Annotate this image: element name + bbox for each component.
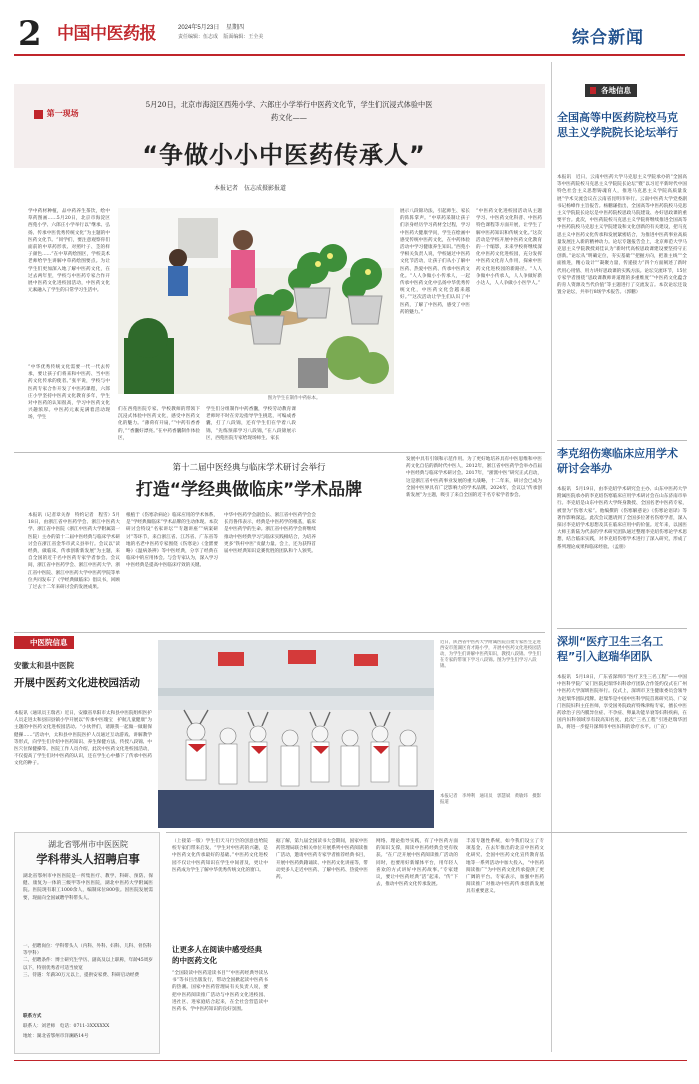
school-photo-caption-block [440,640,545,830]
sidebar-2-headline: 李克绍伤寒临床应用学术研讨会举办 [557,447,678,475]
middle-col-4: 发展中具有引领和示范作用。为了更好地培养具有中医思维和中医药文化自信的新时代中医人，2012年，浙江省中医药学会举办首届中医经典与临床学术研讨会。2017年，“浙派中医”研究正式启动，这是浙江省中医药事业发展的重大战略，十二年来，研讨会已成为全国中医界具有广泛影响力的学术品牌。2024年，会议以“传承创新发展”为主题，吸引了来自全国的近千名专家学者参会。 [406,457,542,499]
ad-address: 地址：湖北省鄂州市洋澜路14号 [23,1034,89,1039]
school-body: 本报讯（通讯员王瑞君）近日，安徽省阜阳市太和县中医院组织医护人员走进太和县旧县镇小学开展以“传承中医瑰宝 护航儿童健康”为主题的中医药文化进校园活动。“小伙伴们，请跟我一起做一做眼保健操……”活动中，太和县中医院医护人员通过互动游戏、讲解教学等形式，向学生们介绍中医药知识、养生保健方法，传授八段锦、中医穴位保健操等。医院工作人员介绍，此次中医药文化进校园活动，不仅提高了学生们对中医药的认识，还在学生心中播下了传承中医药文化的种子。 [14,711,152,767]
sidebar-1-body: 本报讯 近日，云南中医药大学马克思主义学院承办的“全国高等中医药院校马克思主义学院院长论坛”暨“以习近平新时代中国特色社会主义思想铸魂育人，推进马克思主义学院高质量发展”学术交流会议在云南省昆明市举行。云南中医药大学党委副书记杨峰作主旨报告。杨鹏谦指出，全国高等中医药院校马克思主义学院院长论坛是中医药院校思政马院建设、办好思政课的重要平台。此次，中医药院校马克思主义学院将继续推进全国高等中医药院校马克思主义学院建设和文化创新的有关建设，把马克思主义中医药文化传承和发展紧密结合，为推进中医药事业高质量发展注入新的精神动力。论坛专题报告会上，北京师范大学马克思主义学院教授刘佳认为“新时代高校思政课建设要坚持守正创新。”论坛从“明确定位，夯实基础”“把握方向，把准主线”“全面推进，精心设计”“凝聚力量，传递接力”四个方面阐述了新时代用心用情、用力讲好思政课的实践方法。论坛交流环节，15位专家学者围绕“思政课教师讲道理的多重维度”“中医药文化蕴含的育人资源及当代价值”等主题进行了交流发言。本次论坛还设置分论坛，共举行8场学术报告。（郭鹏） [557,175,687,296]
lead-photo-illustration [118,208,394,394]
school-top-rule [14,632,545,633]
sidebar-2-body: 本报讯 5月19日，由李克绍学术研究会主办、山东中医药大学附属医院承办的李克绍伤寒临床应用学术研讨会在山东济南市举行。李克绍是山东中医药大学终身教授、全国名老中医药专家，被誉为“伤寒大家”。他编撰的《伤寒解惑论》《伤寒论语译》等著作影响深远。此次会议邀请到了全国多位著名伤寒学者，深入探讨李克绍学术思想及其在临床应用中的价值。近年来，以国医大师王新陆为代表的学术研究团队通过整理李克绍伤寒论学术思想，结合临床实践，对李克绍伤寒学术进行了深入研究，形成了系列理论成果和临床经验。（孟朋） [557,487,687,550]
lead-headline: “争做小小中医药传承人” [142,141,426,169]
ad-headline: 学科带头人招聘启事 [36,852,140,866]
school-article [14,636,154,828]
school-photo-illustration [158,640,434,828]
ad-item-3: 三、待遇：年薪30万元以上，提供安家费、科研启动经费 [23,972,140,978]
editor-text: 责任编辑：伍志成 [178,34,219,40]
issue-date [178,24,244,33]
middle-col-1: 本报讯（记者章关春 特约记者 程雪）5月18日，由浙江省中医药学会、浙江中医药大学、浙江省中医院（浙江中医药大学附属第一医院）主办的第十二届中医经典与临床学术研讨会在浙江省金华市武义县举行。会议以“读经典，做临床，传承创新新发展”为主题，来自全国的近千名中医药专家学者参会。会议间，浙江省中医药学会、浙江中医药大学、浙江省中医院、浙江中医药大学中医药学院等单位共同发布了《学经典做临床》倡议书，回顾了过去十二年来研讨会的发展成果。 [28,513,120,591]
section-title: 综合新闻 [572,28,644,48]
recruitment-ad [14,832,160,1054]
school-subtitle: 安徽太和县中医院 [14,661,74,670]
sidebar-label: 各地信息 [585,84,637,97]
lead-col-6: “中医药文化进校园活动从主题学习、中医药文化科普、中医药特色课程等方面开展，让学生了解中医药知识和传统文化。”这次活动是学校开展中医药文化教育的一个缩影，未来学校将继续深化中医药文化进校园，充分发挥中医药文化育人作用，探索中医药文化进校园的新路径。“人人争做中小传承人，人人争做好新小达人，人人争做小小医学人。” [476,209,542,287]
ad-contact-label: 联系方式 [23,1014,42,1019]
ad-contact: 联系人：刘老师 电话：0711-3XXXXXX [23,1024,110,1029]
lead-col-5: 展示八段锦功法，引起师生、家长的阵阵掌声。“中草药采制让孩子们亲身经历学习药材全过程，学习中医药大健康学问，学生在绘画中感受传统中医药文化，在中药体验活动中学习健康养生知识。”西苑小学相关负责人说，学校通过中医药文化节活动，让孩子们从小了解中医药、热爱中医药、传承中医药文化。“人人争做小小传承人，一起传承中医药文化中弘扬中华优秀传统文化，中医药文化会越来越好。”“这次活动让学生们认识了中医药，了解了中医药，感受了中医药的魅力。” [400,209,470,315]
lead-col-2: “中华优秀传统文化需要一代一代去传承，要让孩子们将来和中医药、当中医药文化传承的使者。”张平说，学校与中医药专家合作开发了中医药课程，六郎庄小学坚持中医药文化教育多年，学生对中医药的认知很高，学习中医药文化兴趣浓厚。中医药元素充满着活动现场，学生 [28,365,110,421]
paper-logo: 中国中医药报 [57,24,156,44]
bottom-col-1b: “全国较读中医药适读书目”“中医药经典导读丛书”等书目出版发行，带动全国掀起读中医药书的热潮。国家中医药管理局有关负责人说，要把中医药阅读推广活动与中医药文化进校园、进社区、进家庭结合起来，在全社会营造读中医药书、学中医药知识的良好氛围。 [172,971,268,1013]
ad-hospital: 湖北省鄂州市中医医院 [48,840,128,849]
lead-deck: 5月20日，北京市海淀区西苑小学、六郎庄小学举行中医药文化节，学生们沉浸式体验中医药文化—— [145,100,433,122]
sidebar-3-body: 本报讯 5月18日，广东省深圳市“医疗卫生三名工程”——中国中医科学院广安门医院赵瑞华妇科诊疗团队合作签约仪式在广州中医药大学深圳医院举行。仪式上，深圳市卫生健康委员会领导为赵瑞华团队授牌。赵瑞华是中国中医科学院首席研究员、广安门医院妇科主任医师，享受国务院政府特殊津贴专家，擅长中医药诊治子宫内膜异位症、不孕症、卵巢功能早衰等妇科疾病，在国内妇科领域享有较高知名度。此次“三名工程”引进赵瑞华团队，将进一步提升深圳市中医妇科的诊疗水平。（广宣） [557,675,687,731]
ad-items [23,943,153,979]
school-headline: 开展中医药文化进校园活动 [14,677,140,689]
page-bottom-rule [14,1060,687,1061]
ad-item-1: 一、招聘岗位：学科带头人（内科、外科、妇科、儿科、骨伤科等学科） [23,944,152,957]
ad-item-2: 二、招聘条件：博士研究生学历、副高及以上职称，年龄45周岁以下，特别优秀者可适当放宽 [23,958,153,971]
sidebar-rule-1 [557,440,687,441]
school-label: 中医院信息 [14,636,74,649]
lead-article [14,84,545,448]
bottom-col-3: 网络、理论指导实践，有了中医药方面的知识支撑，阅读中医药经典会更有收获。“在广泛开展中医药阅读推广活动的同时，也要用好新媒体平台，用年轻人喜欢的方式讲好中医药故事。”专家建议，要让中医药经典“活”起来、“传”下去，推动中医药文化传承发展。 [376,839,458,888]
sidebar-news-3 [557,634,687,824]
column-tag-icon [34,110,43,119]
sidebar-news-1 [557,84,687,406]
editor-credits [178,34,263,42]
ad-intro: 湖北省鄂州市中医医院是一所集医疗、教学、科研、预防、保健、康复为一体的三级甲等中医医院，湖北中医药大学附属医院。医院现有职工1000余人，编制床位800张。因医院发展需要，现面向全国诚聘学科带头人。 [23,874,153,901]
middle-subtitle: 第十二届中医经典与临床学术研讨会举行 [172,463,326,473]
middle-col-3: 中华中医药学会副会长、浙江省中医药学会会长肖鲁伟表示，经典是中医药学的根基，临床是中医药学的生命。浙江省中医药学会将继续推动中医经典学习与临床实践相结合，为培养更多“铁杆中医”贡献力量。会上，还为获得首届中医经典知识竞赛优胜的团队和个人颁奖。 [224,513,316,555]
school-photo-credit: 本报记者 李坤利 通讯员 郭慧斌 黄敏炜 摄影报道 [440,794,541,805]
bottom-col-4: 丰富专题性系统，如今我们设立了专项基金，在去年推出的北京中医药文化研究、全国中医药文化宣传教育基地等一系列活动中加大投入，“中医药阅读推广”为中医药文化传承提供了更广阔的平台。专家表示，加强中医药阅读推广对推动中医药传承创新发展具有重要意义。 [466,839,544,895]
middle-article [14,456,545,630]
bottom-col-1: （上接第一版）学生们天马行空的创意也给院校专家们带来启发。“学生对中医药的兴趣，是中医药文化传承最好的基础。”中医药文化进校园不仅让中医药知识在学生中间普及，更让中医药成为学生了解中华优秀传统文化的窗口。 [172,839,268,873]
masthead-rule [14,54,685,56]
lead-col-4: 学生们分组制作中药香囊，学校劳动教育课老师时不时在旁边指导学生挑选，可编成香囊，打了八段锦，还有学生们在学着八段锦，“先练预部学习八段锦，”在八段锦展示区，西苑医院专家给现场师生、家长 [206,407,296,441]
masthead [0,0,699,56]
school-photo-caption: 近日，陕西省中医药大学附属医院首批专家医生走进西安市莲湖区育才路小学，开展中医药文化进校园活动，为学生们讲解中医药知识，教授八段锦。学生们在专家的带领下学习八段锦。图为学生们学习八段锦。 [440,640,541,669]
bottom-top-rule [166,832,687,833]
layout-editor-text: 版面编辑：王全美 [223,34,264,40]
weekday-text: 星期四 [226,25,245,31]
bottom-col-2: 据了解，第九届全国读书大会期间，国家中医药管理局联合相关单位开展系列中医药阅读推广活动，邀请中医药专家学者推荐经典书目，开展中医药典籍诵读、中医药文化讲座等，带动更多人走近中医药、了解中医药、热爱中医药。 [276,839,368,881]
bottom-subhead: 让更多人在阅读中感受经典的中医药文化 [172,945,262,965]
page-number: 2 [18,14,42,54]
date-text: 2024年5月23日 [178,25,220,31]
middle-headline: 打造“学经典做临床”学术品牌 [135,480,363,500]
school-photo [158,640,434,828]
sidebar-divider [551,62,552,1052]
middle-top-rule [14,452,545,453]
column-tag-text: 第一现场 [46,109,79,118]
lead-photo [118,208,394,394]
sidebar-1-headline: 全国高等中医药院校马克思主义学院院长论坛举行 [557,111,678,139]
lead-photo-caption: 图为学生在制作中药标本。 [267,396,321,401]
sidebar-3-headline: 深圳“医疗卫生三名工程”引入赵瑞华团队 [557,635,664,663]
middle-col-2: 根植于《伤寒杂病论》临床应用的学术体系，是“学经典做临床”学术品牌的生动体现。本次研讨会特设“名家讲坛”“专题讲座”“病案研讨”等环节，来自浙江省、江苏省、广东省等地的名老中医药专家围绕《伤寒论》《金匮要略》《温病条辨》等中医经典，分享了经典在临床中的应用体会。与会专家认为，深入学习中医经典是提高中医临床疗效的关键。 [126,513,218,569]
lead-byline: 本报记者 伍志成摄影报道 [214,185,287,192]
sidebar-rule-2 [557,628,687,629]
lead-column-tag [34,108,79,122]
lead-col-1: 学中药材种植，品中药养生茶饮，绘中草药图画……5月20日，北京市海淀区西苑小学、六郎庄小学举行以“继承、弘扬、传承中医优秀传统文化”为主题的中医药文化节。“同学们，要注意观察你们面前的中草药形状、对照叶子、茎的样子颜色……”在中草药绘图区，学校美术老师给学生讲解中草药绘图要点。为让学生们更加深入地了解中医药文化，在过去两年里，学校与中医药专家合作开展中医药文化进校园活动，中医药文化元素融入了学生的日常学习生活中。 [28,209,110,294]
lead-col-3: 们在西苑医院专家、学校教师的带领下沉浸式体验中医药文化，感受中医药文化的魅力。“薄荷有开扇，”“中药有香香的，”“香囊好漂亮。”在中药香囊制作体验区， [118,407,200,441]
sidebar-news-2 [557,446,687,636]
